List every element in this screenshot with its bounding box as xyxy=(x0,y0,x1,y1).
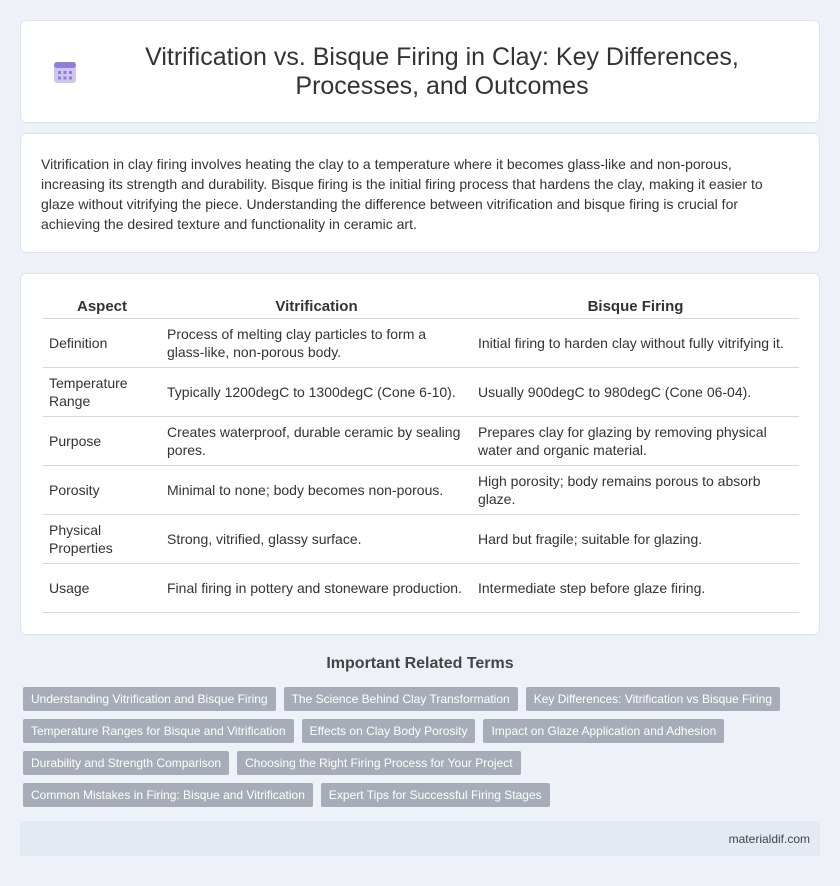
row-vitrification: Final firing in pottery and stoneware production. xyxy=(161,564,472,613)
related-term-tag[interactable]: Expert Tips for Successful Firing Stages xyxy=(321,783,550,807)
row-bisque: High porosity; body remains porous to absorb glaze. xyxy=(472,466,799,515)
table-row xyxy=(43,564,799,613)
table-row xyxy=(43,515,799,564)
related-term-tag[interactable]: Effects on Clay Body Porosity xyxy=(302,719,476,743)
related-term-tag[interactable]: Choosing the Right Firing Process for Your Project xyxy=(237,751,520,775)
title-wrap xyxy=(21,21,819,122)
row-bisque: Intermediate step before glaze firing. xyxy=(472,564,799,613)
row-aspect: Temperature Range xyxy=(43,368,161,417)
table-row xyxy=(43,319,799,368)
related-terms-list xyxy=(23,687,823,815)
related-term-tag[interactable]: Common Mistakes in Firing: Bisque and Vitrification xyxy=(23,783,313,807)
row-bisque: Initial firing to harden clay without fully vitrifying it. xyxy=(472,319,799,368)
related-terms-heading: Important Related Terms xyxy=(326,655,514,672)
row-vitrification: Minimal to none; body becomes non-porous. xyxy=(161,466,472,515)
calendar-icon xyxy=(51,58,79,86)
related-term-tag[interactable]: Durability and Strength Comparison xyxy=(23,751,229,775)
header-aspect: Aspect xyxy=(43,296,161,319)
intro-card xyxy=(20,133,820,253)
footer xyxy=(20,821,820,856)
footer-site-name[interactable]: materialdif.com xyxy=(728,831,810,846)
table-row xyxy=(43,417,799,466)
row-vitrification: Strong, vitrified, glassy surface. xyxy=(161,515,472,564)
row-aspect: Definition xyxy=(43,319,161,368)
table-row xyxy=(43,368,799,417)
comparison-card xyxy=(20,273,820,635)
table-row xyxy=(43,466,799,515)
related-term-tag[interactable]: Temperature Ranges for Bisque and Vitrification xyxy=(23,719,294,743)
row-bisque: Hard but fragile; suitable for glazing. xyxy=(472,515,799,564)
table-header-row xyxy=(43,296,799,319)
related-term-tag[interactable]: Understanding Vitrification and Bisque Firing xyxy=(23,687,276,711)
row-bisque: Prepares clay for glazing by removing physical water and organic material. xyxy=(472,417,799,466)
row-aspect: Usage xyxy=(43,564,161,613)
row-aspect: Purpose xyxy=(43,417,161,466)
row-vitrification: Typically 1200degC to 1300degC (Cone 6-10). xyxy=(161,368,472,417)
row-vitrification: Process of melting clay particles to form a glass-like, non-porous body. xyxy=(161,319,472,368)
related-term-tag[interactable]: The Science Behind Clay Transformation xyxy=(284,687,518,711)
row-aspect: Physical Properties xyxy=(43,515,161,564)
header-vitrification: Vitrification xyxy=(161,296,472,319)
row-bisque: Usually 900degC to 980degC (Cone 06-04). xyxy=(472,368,799,417)
related-term-tag[interactable]: Impact on Glaze Application and Adhesion xyxy=(483,719,724,743)
intro-paragraph: Vitrification in clay firing involves heating the clay to a temperature where it becomes glass-like and non-porous, increasing its strength and durability. Bisque firing is the initial firing process that hardens the clay, making it easier to glaze without vitrifying the piece. Understanding the difference between vitrification and bisque firing is crucial for achieving the desired texture and functionality in ceramic art. xyxy=(41,156,763,232)
page-title: Vitrification vs. Bisque Firing in Clay: Key Differences, Processes, and Outcomes xyxy=(145,42,739,100)
title-card xyxy=(20,20,820,123)
row-vitrification: Creates waterproof, durable ceramic by sealing pores. xyxy=(161,417,472,466)
row-aspect: Porosity xyxy=(43,466,161,515)
comparison-table xyxy=(43,296,799,613)
related-term-tag[interactable]: Key Differences: Vitrification vs Bisque Firing xyxy=(526,687,780,711)
header-bisque-firing: Bisque Firing xyxy=(472,296,799,319)
